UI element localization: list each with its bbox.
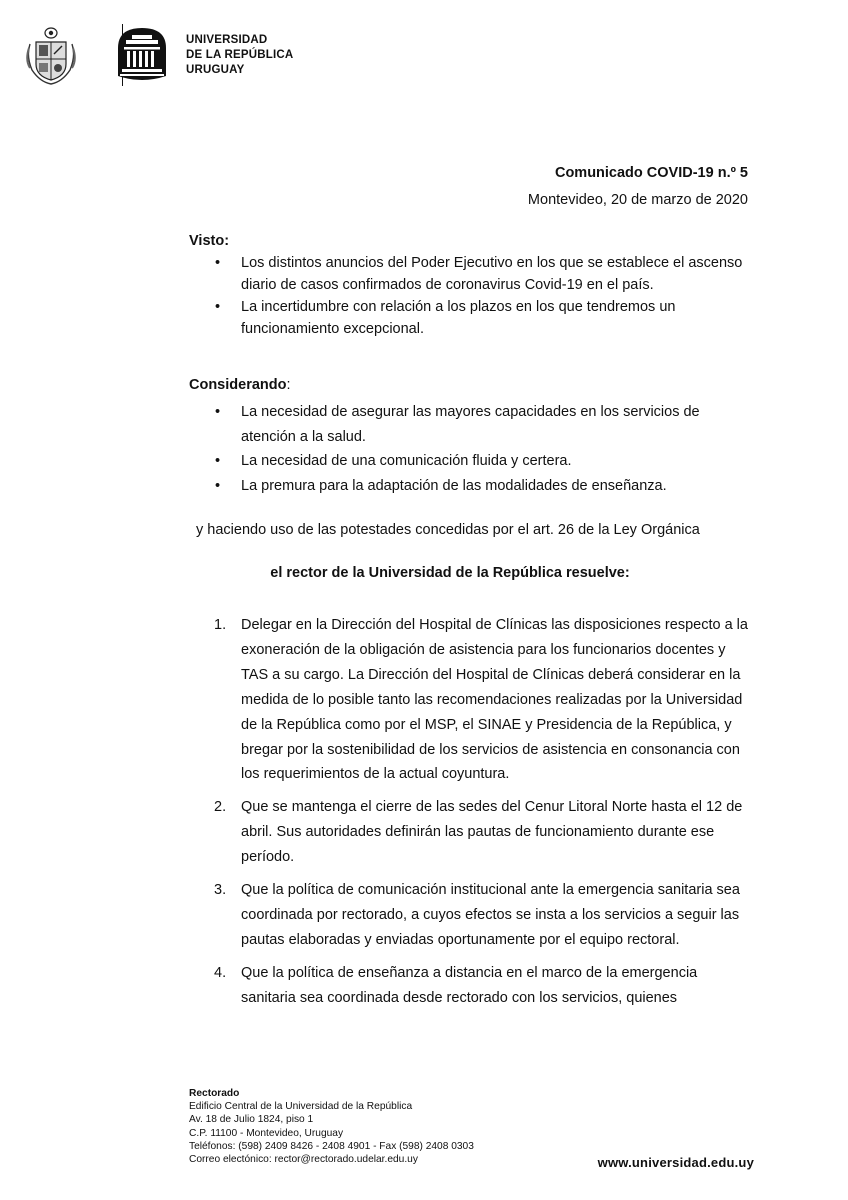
institution-line: URUGUAY [186, 64, 245, 76]
visto-list [189, 253, 749, 341]
list-item [189, 253, 749, 296]
bullet-icon: • [215, 299, 221, 315]
resolution-text: Que la política de comunicación institucional ante la emergencia sanitaria sea coordinada por rectorado, a cuyos efectos se insta a los servicios a seguir las pautas elaboradas y enviadas oportunamente por el equipo rectoral. [241, 882, 740, 948]
resolution-item [189, 878, 749, 953]
website-link[interactable]: www.universidad.edu.uy [597, 1155, 754, 1170]
resolutions-list [189, 613, 749, 1019]
visto-label: Visto: [189, 233, 230, 249]
bullet-icon: • [215, 404, 221, 420]
considerando-list [189, 400, 749, 498]
footer-line: Teléfonos: (598) 2409 8426 - 2408 4901 - Fax (598) 2408 0303 [189, 1140, 474, 1152]
list-item-text: La premura para la adaptación de las modalidades de enseñanza. [241, 477, 667, 494]
list-item-text: La necesidad de asegurar las mayores capacidades en los servicios de atención a la salud. [241, 404, 700, 445]
institution-line: DE LA REPÚBLICA [186, 49, 294, 61]
resolution-text: Que se mantenga el cierre de las sedes del Cenur Litoral Norte hasta el 12 de abril. Sus autoridades definirán las pautas de funcionamiento durante ese período. [241, 799, 743, 866]
bullet-icon: • [215, 453, 221, 469]
letterhead [26, 24, 346, 88]
footer-office: Rectorado [189, 1088, 240, 1099]
footer-address [189, 1087, 474, 1166]
institution-name [186, 33, 293, 78]
institution-line: UNIVERSIDAD [186, 34, 268, 46]
list-item [189, 474, 749, 499]
usage-clause: y haciendo uso de las potestades concedidas por el art. 26 de la Ley Orgánica [196, 522, 700, 538]
resolution-number: 1. [214, 617, 227, 633]
resolution-item [189, 613, 749, 787]
list-item-text: Los distintos anuncios del Poder Ejecutivo en los que se establece el ascenso diario de casos confirmados de coronavirus Covid-19 en el país. [241, 255, 743, 293]
footer-line: Edificio Central de la Universidad de la República [189, 1101, 413, 1113]
list-item-text: La incertidumbre con relación a los plazos en los que tendremos un funcionamiento excepcional. [241, 299, 676, 337]
list-item [189, 449, 749, 474]
resolution-number: 4. [214, 964, 227, 981]
resolution-number: 3. [214, 882, 227, 899]
list-item [189, 297, 749, 340]
document-title: Comunicado COVID-19 n.º 5 [554, 165, 748, 181]
list-item [189, 400, 749, 449]
bullet-icon: • [215, 477, 221, 494]
coat-of-arms-icon [26, 26, 76, 86]
resolution-item [189, 795, 749, 870]
resolution-text: Que la política de enseñanza a distancia en el marco de la emergencia sanitaria sea coordinada desde rectorado con los servicios, quienes [241, 964, 698, 1006]
resolution-heading: el rector de la Universidad de la República resuelve: [270, 565, 630, 581]
considerando-label-text: Considerando [189, 377, 287, 393]
resolution-number: 2. [214, 799, 227, 816]
considerando-label [189, 377, 291, 393]
dateline: Montevideo, 20 de marzo de 2020 [527, 192, 748, 208]
footer-line: Correo electónico: rector@rectorado.udelar.edu.uy [189, 1154, 418, 1166]
footer-line: Av. 18 de Julio 1824, piso 1 [189, 1114, 314, 1126]
footer-line: C.P. 11100 - Montevideo, Uruguay [189, 1127, 344, 1139]
university-building-icon [116, 26, 168, 82]
resolution-text: Delegar en la Dirección del Hospital de Clínicas las disposiciones respecto a la exoneración de la obligación de asistencia para los funcionarios docentes y TAS a su cargo. La Dirección del Hospital de Clínicas deberá considerar en la medida de lo posible tanto las recomendaciones realizadas por la Universidad de la República como por el MSP, el SINAE y Presidencia de la República, y bregar por la sostenibilidad de los servicios de asistencia en consonancia con los requerimientos de la actual coyuntura. [241, 617, 748, 783]
considerando-colon: : [286, 377, 291, 393]
bullet-icon: • [215, 255, 221, 271]
resolution-item [189, 961, 749, 1011]
list-item-text: La necesidad de una comunicación fluida y certera. [241, 453, 572, 469]
